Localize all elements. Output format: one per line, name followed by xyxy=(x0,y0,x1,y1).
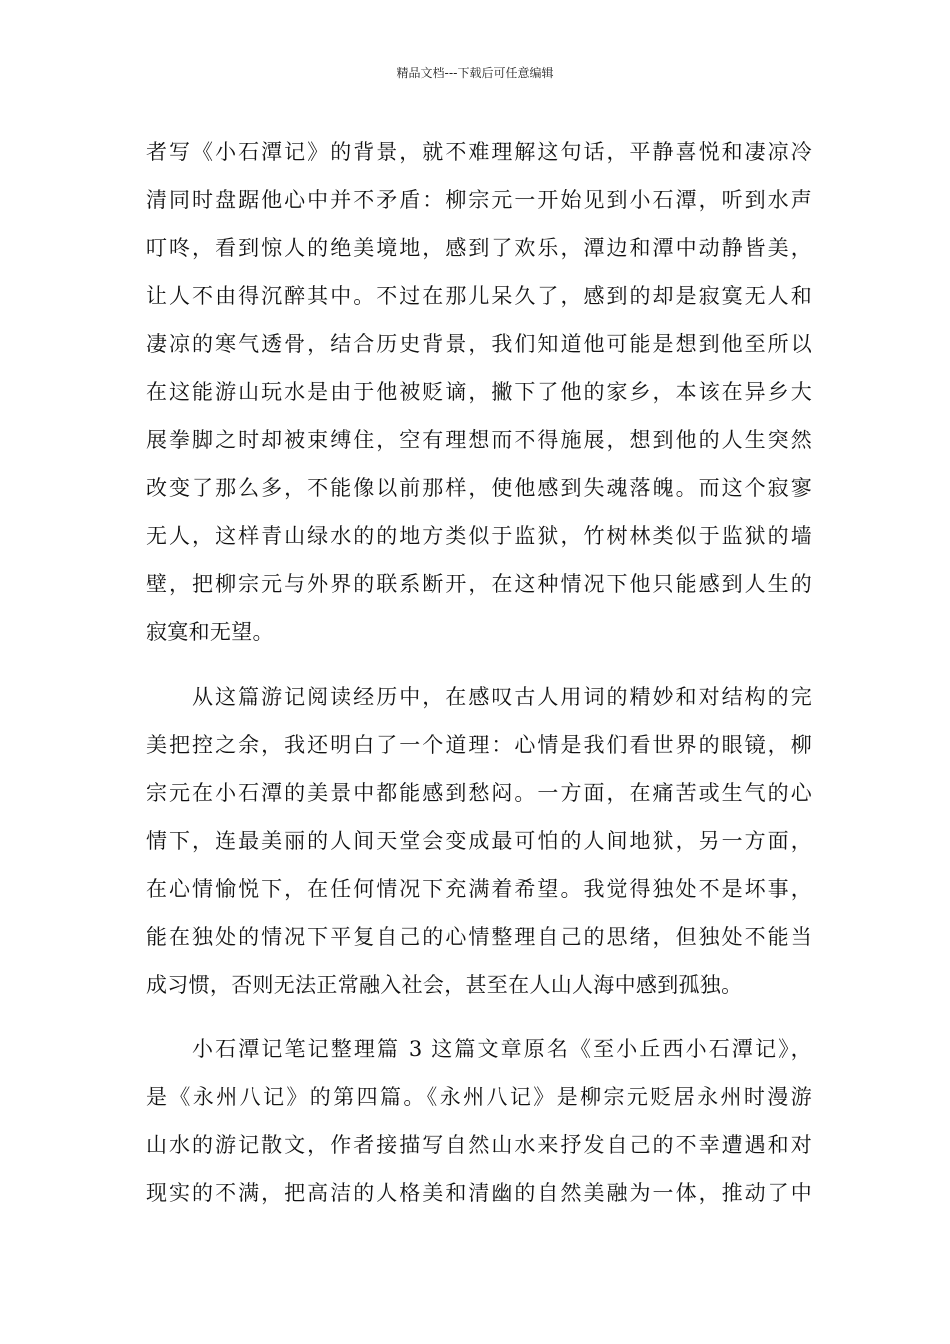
text-line: 凄凉的寒气透骨，结合历史背景，我们知道他可能是想到他至所以 xyxy=(146,332,812,356)
text-line: 无人，这样青山绿水的的地方类似于监狱，竹树林类似于监狱的墙 xyxy=(146,524,812,548)
text-line: 壁，把柳宗元与外界的联系断开，在这种情况下他只能感到人生的 xyxy=(146,572,812,596)
text-line: 现实的不满，把高洁的人格美和清幽的自然美融为一体，推动了中 xyxy=(146,1181,812,1205)
text-line: 清同时盘踞他心中并不矛盾：柳宗元一开始见到小石潭，听到水声 xyxy=(146,188,812,212)
text-line: 情下，连最美丽的人间天堂会变成最可怕的人间地狱，另一方面， xyxy=(146,829,812,853)
text-line: 在心情愉悦下，在任何情况下充满着希望。我觉得独处不是坏事， xyxy=(146,877,812,901)
text-line: 者写《小石潭记》的背景，就不难理解这句话，平静喜悦和凄凉冷 xyxy=(146,140,812,164)
text-line: 在这能游山玩水是由于他被贬谪，撇下了他的家乡，本该在异乡大 xyxy=(146,380,812,404)
text-line: 小石潭记笔记整理篇 3 这篇文章原名《至小丘西小石潭记》， xyxy=(192,1037,812,1061)
text-line: 成习惯，否则无法正常融入社会，甚至在人山人海中感到孤独。 xyxy=(146,973,743,997)
text-line: 叮咚，看到惊人的绝美境地，感到了欢乐，潭边和潭中动静皆美， xyxy=(146,236,812,260)
text-line: 宗元在小石潭的美景中都能感到愁闷。一方面，在痛苦或生气的心 xyxy=(146,781,812,805)
text-line: 改变了那么多，不能像以前那样，使他感到失魂落魄。而这个寂寥 xyxy=(146,476,812,500)
text-line: 能在独处的情况下平复自己的心情整理自己的思绪，但独处不能当 xyxy=(146,925,812,949)
text-line: 让人不由得沉醉其中。不过在那儿呆久了，感到的却是寂寞无人和 xyxy=(146,284,812,308)
text-line: 山水的游记散文，作者接描写自然山水来抒发自己的不幸遭遇和对 xyxy=(146,1133,812,1157)
text-line: 是《永州八记》的第四篇。《永州八记》是柳宗元贬居永州时漫游 xyxy=(146,1085,812,1109)
text-line: 美把控之余，我还明白了一个道理：心情是我们看世界的眼镜，柳 xyxy=(146,733,812,757)
text-line: 寂寞和无望。 xyxy=(146,620,274,644)
text-line: 展拳脚之时却被束缚住，空有理想而不得施展，想到他的人生突然 xyxy=(146,428,812,452)
page-header: 精品文档---下载后可任意编辑 xyxy=(396,66,554,80)
text-line: 从这篇游记阅读经历中，在感叹古人用词的精妙和对结构的完 xyxy=(192,685,812,709)
